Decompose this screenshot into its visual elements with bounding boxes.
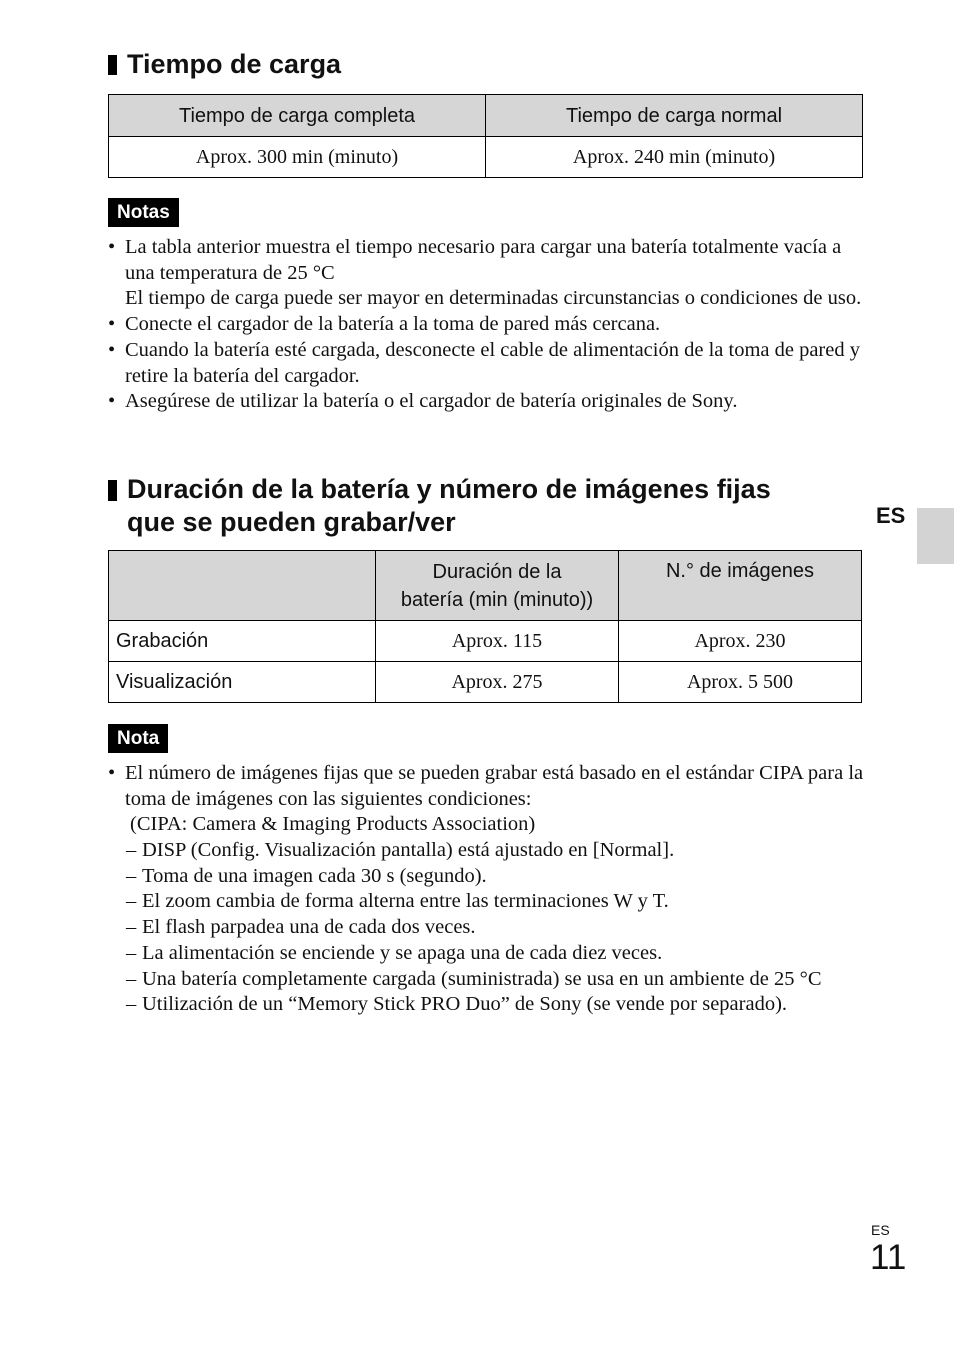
dash-mark: – [126, 941, 137, 964]
section-heading-battery-duration [108, 473, 771, 539]
condition-item [126, 889, 865, 915]
footer-language: ES [871, 1222, 890, 1238]
heading-marker [108, 480, 117, 501]
dash-mark: – [126, 993, 137, 1016]
value-normal-charge: Aprox. 240 min (minuto) [486, 137, 863, 178]
heading-text-line1: Duración de la batería y número de imágenes fijas [127, 474, 771, 504]
notes-badge: Notas [108, 198, 179, 227]
note-text: Conecte el cargador de la batería a la toma de pared más cercana. [125, 313, 661, 336]
table-row [109, 137, 863, 178]
row-label-recording: Grabación [109, 621, 376, 662]
heading-marker [108, 55, 117, 75]
table-row [109, 621, 862, 662]
header-images: N.° de imágenes [619, 551, 862, 621]
note-paren: (CIPA: Camera & Imaging Products Association) [130, 813, 536, 836]
list-item [108, 235, 868, 312]
condition-item [126, 992, 865, 1018]
notes-list [108, 235, 868, 415]
note-text: Cuando la batería esté cargada, desconecte el cable de alimentación de la toma de pared y retire la batería del cargador. [125, 338, 860, 387]
note-text: El número de imágenes fijas que se pueden grabar está basado en el estándar CIPA para la toma de imágenes con las siguientes condiciones: [125, 762, 864, 810]
page-number: 11 [870, 1238, 907, 1277]
condition-text: DISP (Config. Visualización pantalla) está ajustado en [Normal]. [142, 839, 675, 861]
bullet: • [108, 762, 116, 784]
heading-text: Tiempo de carga [127, 49, 342, 79]
dash-mark: – [126, 890, 137, 913]
condition-item [126, 967, 865, 993]
list-item [108, 761, 868, 838]
list-item [108, 338, 868, 389]
row-label-viewing: Visualización [109, 662, 376, 703]
note-list [108, 761, 868, 838]
value-full-charge: Aprox. 300 min (minuto) [109, 137, 486, 178]
note-badge: Nota [108, 724, 168, 753]
condition-item [126, 915, 865, 941]
condition-text: Toma de una imagen cada 30 s (segundo). [142, 864, 487, 887]
list-item [108, 389, 868, 415]
note-text: Asegúrese de utilizar la batería o el cargador de batería originales de Sony. [125, 390, 738, 413]
value-viewing-duration: Aprox. 275 [376, 662, 619, 703]
header-full-charge: Tiempo de carga completa [109, 95, 486, 137]
condition-text: Utilización de un “Memory Stick PRO Duo” de Sony (se vende por separado). [142, 993, 788, 1016]
note-text: La tabla anterior muestra el tiempo necesario para cargar una batería totalmente vacía a una temperatura de 25 °C [125, 236, 842, 284]
header-normal-charge: Tiempo de carga normal [486, 95, 863, 137]
heading-text-line2: que se pueden grabar/ver [127, 507, 456, 537]
dash-mark: – [126, 864, 137, 887]
bullet: • [108, 390, 116, 413]
table-row [109, 662, 862, 703]
header-empty [109, 551, 376, 621]
value-recording-images: Aprox. 230 [619, 621, 862, 662]
side-tab-label: ES [876, 503, 906, 528]
dash-mark: – [126, 916, 137, 939]
condition-item [126, 838, 865, 864]
dash-mark: – [126, 967, 137, 990]
condition-item [126, 864, 865, 890]
bullet: • [108, 338, 116, 361]
value-recording-duration: Aprox. 115 [376, 621, 619, 662]
condition-text: El flash parpadea una de cada dos veces. [142, 916, 476, 939]
table-header-row [109, 95, 863, 137]
battery-duration-table [108, 550, 862, 703]
list-item [108, 312, 868, 338]
side-tab-marker [917, 508, 954, 564]
section-heading-charging-time [108, 48, 341, 81]
condition-text: Una batería completamente cargada (suministrada) se usa en un ambiente de 25 °C [142, 967, 822, 990]
conditions-list [125, 838, 865, 1018]
condition-text: El zoom cambia de forma alterna entre las terminaciones W y T. [142, 890, 669, 913]
table-header-row [109, 551, 862, 621]
condition-text: La alimentación se enciende y se apaga una de cada diez veces. [142, 941, 663, 964]
note-extra: El tiempo de carga puede ser mayor en determinadas circunstancias o condiciones de uso. [125, 287, 862, 310]
charging-time-table [108, 94, 863, 178]
dash-mark: – [126, 839, 137, 861]
bullet: • [108, 313, 116, 336]
bullet: • [108, 236, 116, 258]
value-viewing-images: Aprox. 5 500 [619, 662, 862, 703]
header-duration: Duración de la batería (min (minuto)) [376, 551, 619, 621]
condition-item [126, 941, 865, 967]
